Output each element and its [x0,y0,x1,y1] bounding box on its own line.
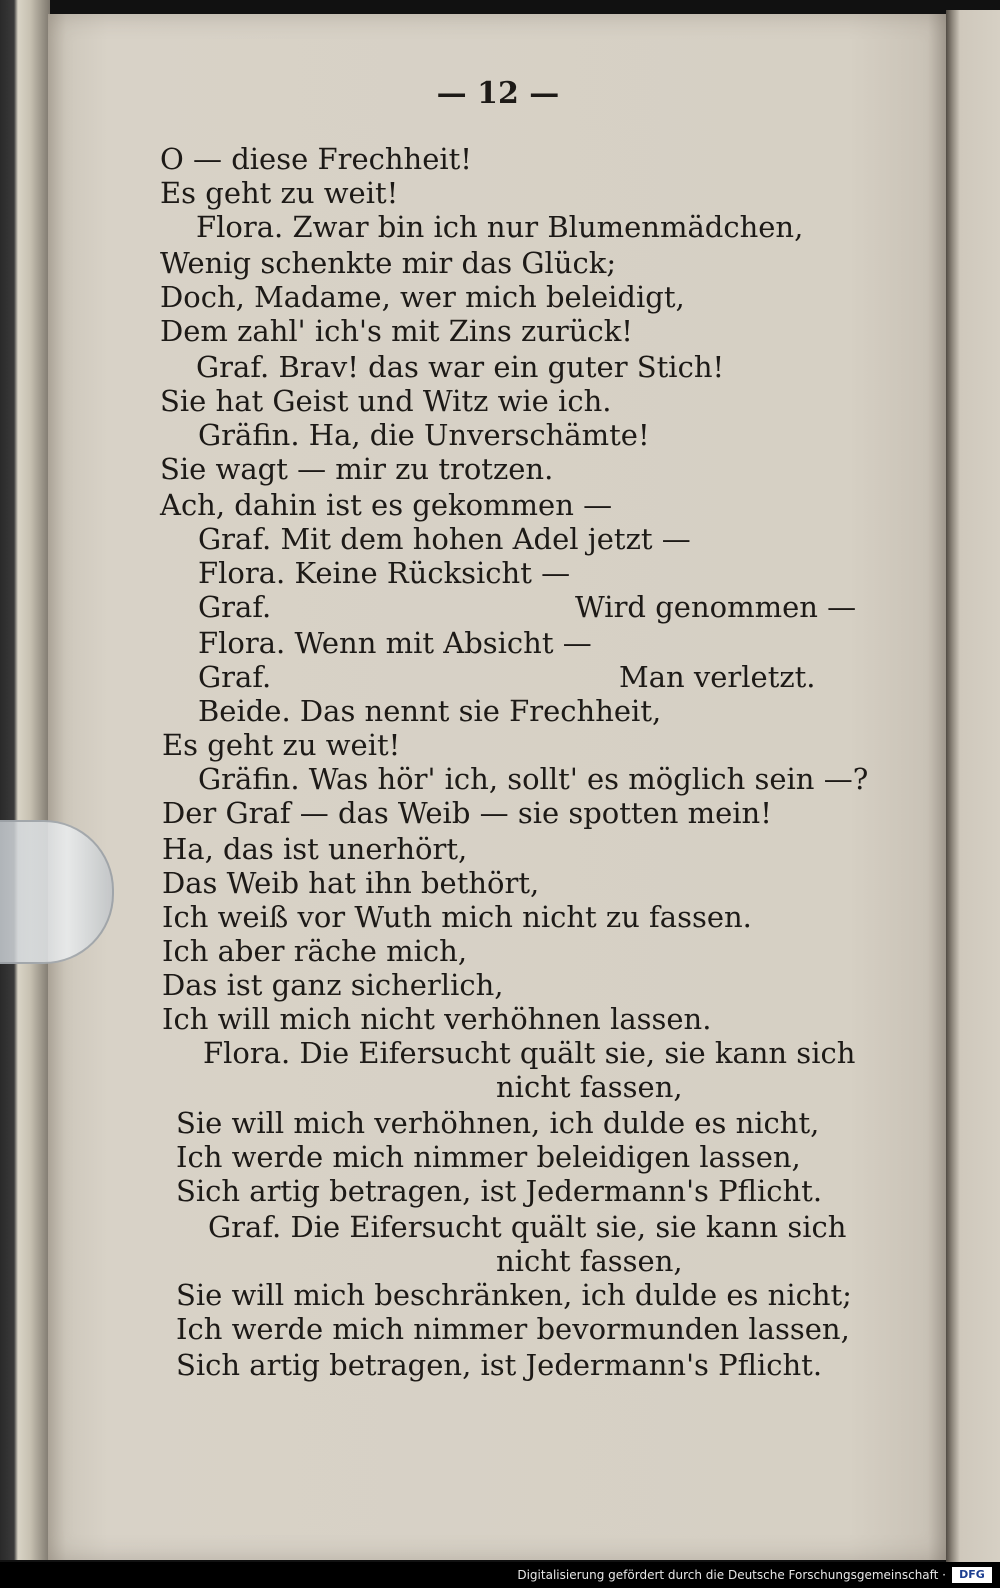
text-line: Flora. Zwar bin ich nur Blumenmädchen, [196,210,804,244]
text-line: Ach, dahin ist es gekommen — [160,488,613,522]
text-line: Graf. Die Eifersucht quält sie, sie kann sich [208,1210,847,1244]
text-line: Sie will mich verhöhnen, ich dulde es nicht, [176,1106,820,1140]
text-line: Beide. Das nennt sie Frechheit, [198,694,662,728]
text-line: Der Graf — das Weib — sie spotten mein! [162,796,772,830]
text-line: Dem zahl' ich's mit Zins zurück! [160,314,633,348]
book-page [48,14,948,1560]
text-line: Flora. Keine Rücksicht — [198,556,571,590]
text-line: Ich will mich nicht verhöhnen lassen. [162,1002,712,1036]
page-number: — 12 — [436,76,560,111]
facing-page-edge [946,10,1000,1562]
text-line: O — diese Frechheit! [160,142,472,176]
text-line: Graf. [198,660,272,694]
text-line: Sich artig betragen, ist Jedermann's Pflicht. [176,1348,823,1382]
text-line: Wird genommen — [575,590,857,624]
text-line: Gräfin. Was hör' ich, sollt' es möglich sein —? [198,762,869,796]
text-line: Ha, das ist unerhört, [162,832,468,866]
text-line: Ich aber räche mich, [162,934,468,968]
text-line: Das Weib hat ihn bethört, [162,866,540,900]
text-line: Es geht zu weit! [160,176,399,210]
text-line: Doch, Madame, wer mich beleidigt, [160,280,685,314]
footer-bar [0,1562,1000,1588]
text-line: Sie will mich beschränken, ich dulde es nicht; [176,1278,852,1312]
text-line: Das ist ganz sicherlich, [162,968,504,1002]
text-line: nicht fassen, [496,1070,683,1104]
text-line: Flora. Wenn mit Absicht — [198,626,592,660]
text-line: Sich artig betragen, ist Jedermann's Pflicht. [176,1174,823,1208]
text-line: Gräfin. Ha, die Unverschämte! [198,418,650,452]
text-line: Graf. Mit dem hohen Adel jetzt — [198,522,691,556]
text-line: Man verletzt. [619,660,816,694]
text-line: Ich weiß vor Wuth mich nicht zu fassen. [162,900,752,934]
dfg-logo-icon: DFG [952,1567,992,1583]
book-edge-left [0,0,50,1560]
text-line: Ich werde mich nimmer bevormunden lassen, [176,1312,850,1346]
text-line: Wenig schenkte mir das Glück; [160,246,617,280]
text-line: Graf. Brav! das war ein guter Stich! [196,350,725,384]
text-line: Graf. [198,590,272,624]
text-line: Ich werde mich nimmer beleidigen lassen, [176,1140,801,1174]
footer-credit: Digitalisierung gefördert durch die Deutsche Forschungsgemeinschaft · [517,1568,946,1582]
page-text [48,14,948,1560]
text-line: nicht fassen, [496,1244,683,1278]
text-line: Flora. Die Eifersucht quält sie, sie kann sich [203,1036,856,1070]
text-line: Es geht zu weit! [162,728,401,762]
text-line: Sie hat Geist und Witz wie ich. [160,384,612,418]
text-line: Sie wagt — mir zu trotzen. [160,452,554,486]
